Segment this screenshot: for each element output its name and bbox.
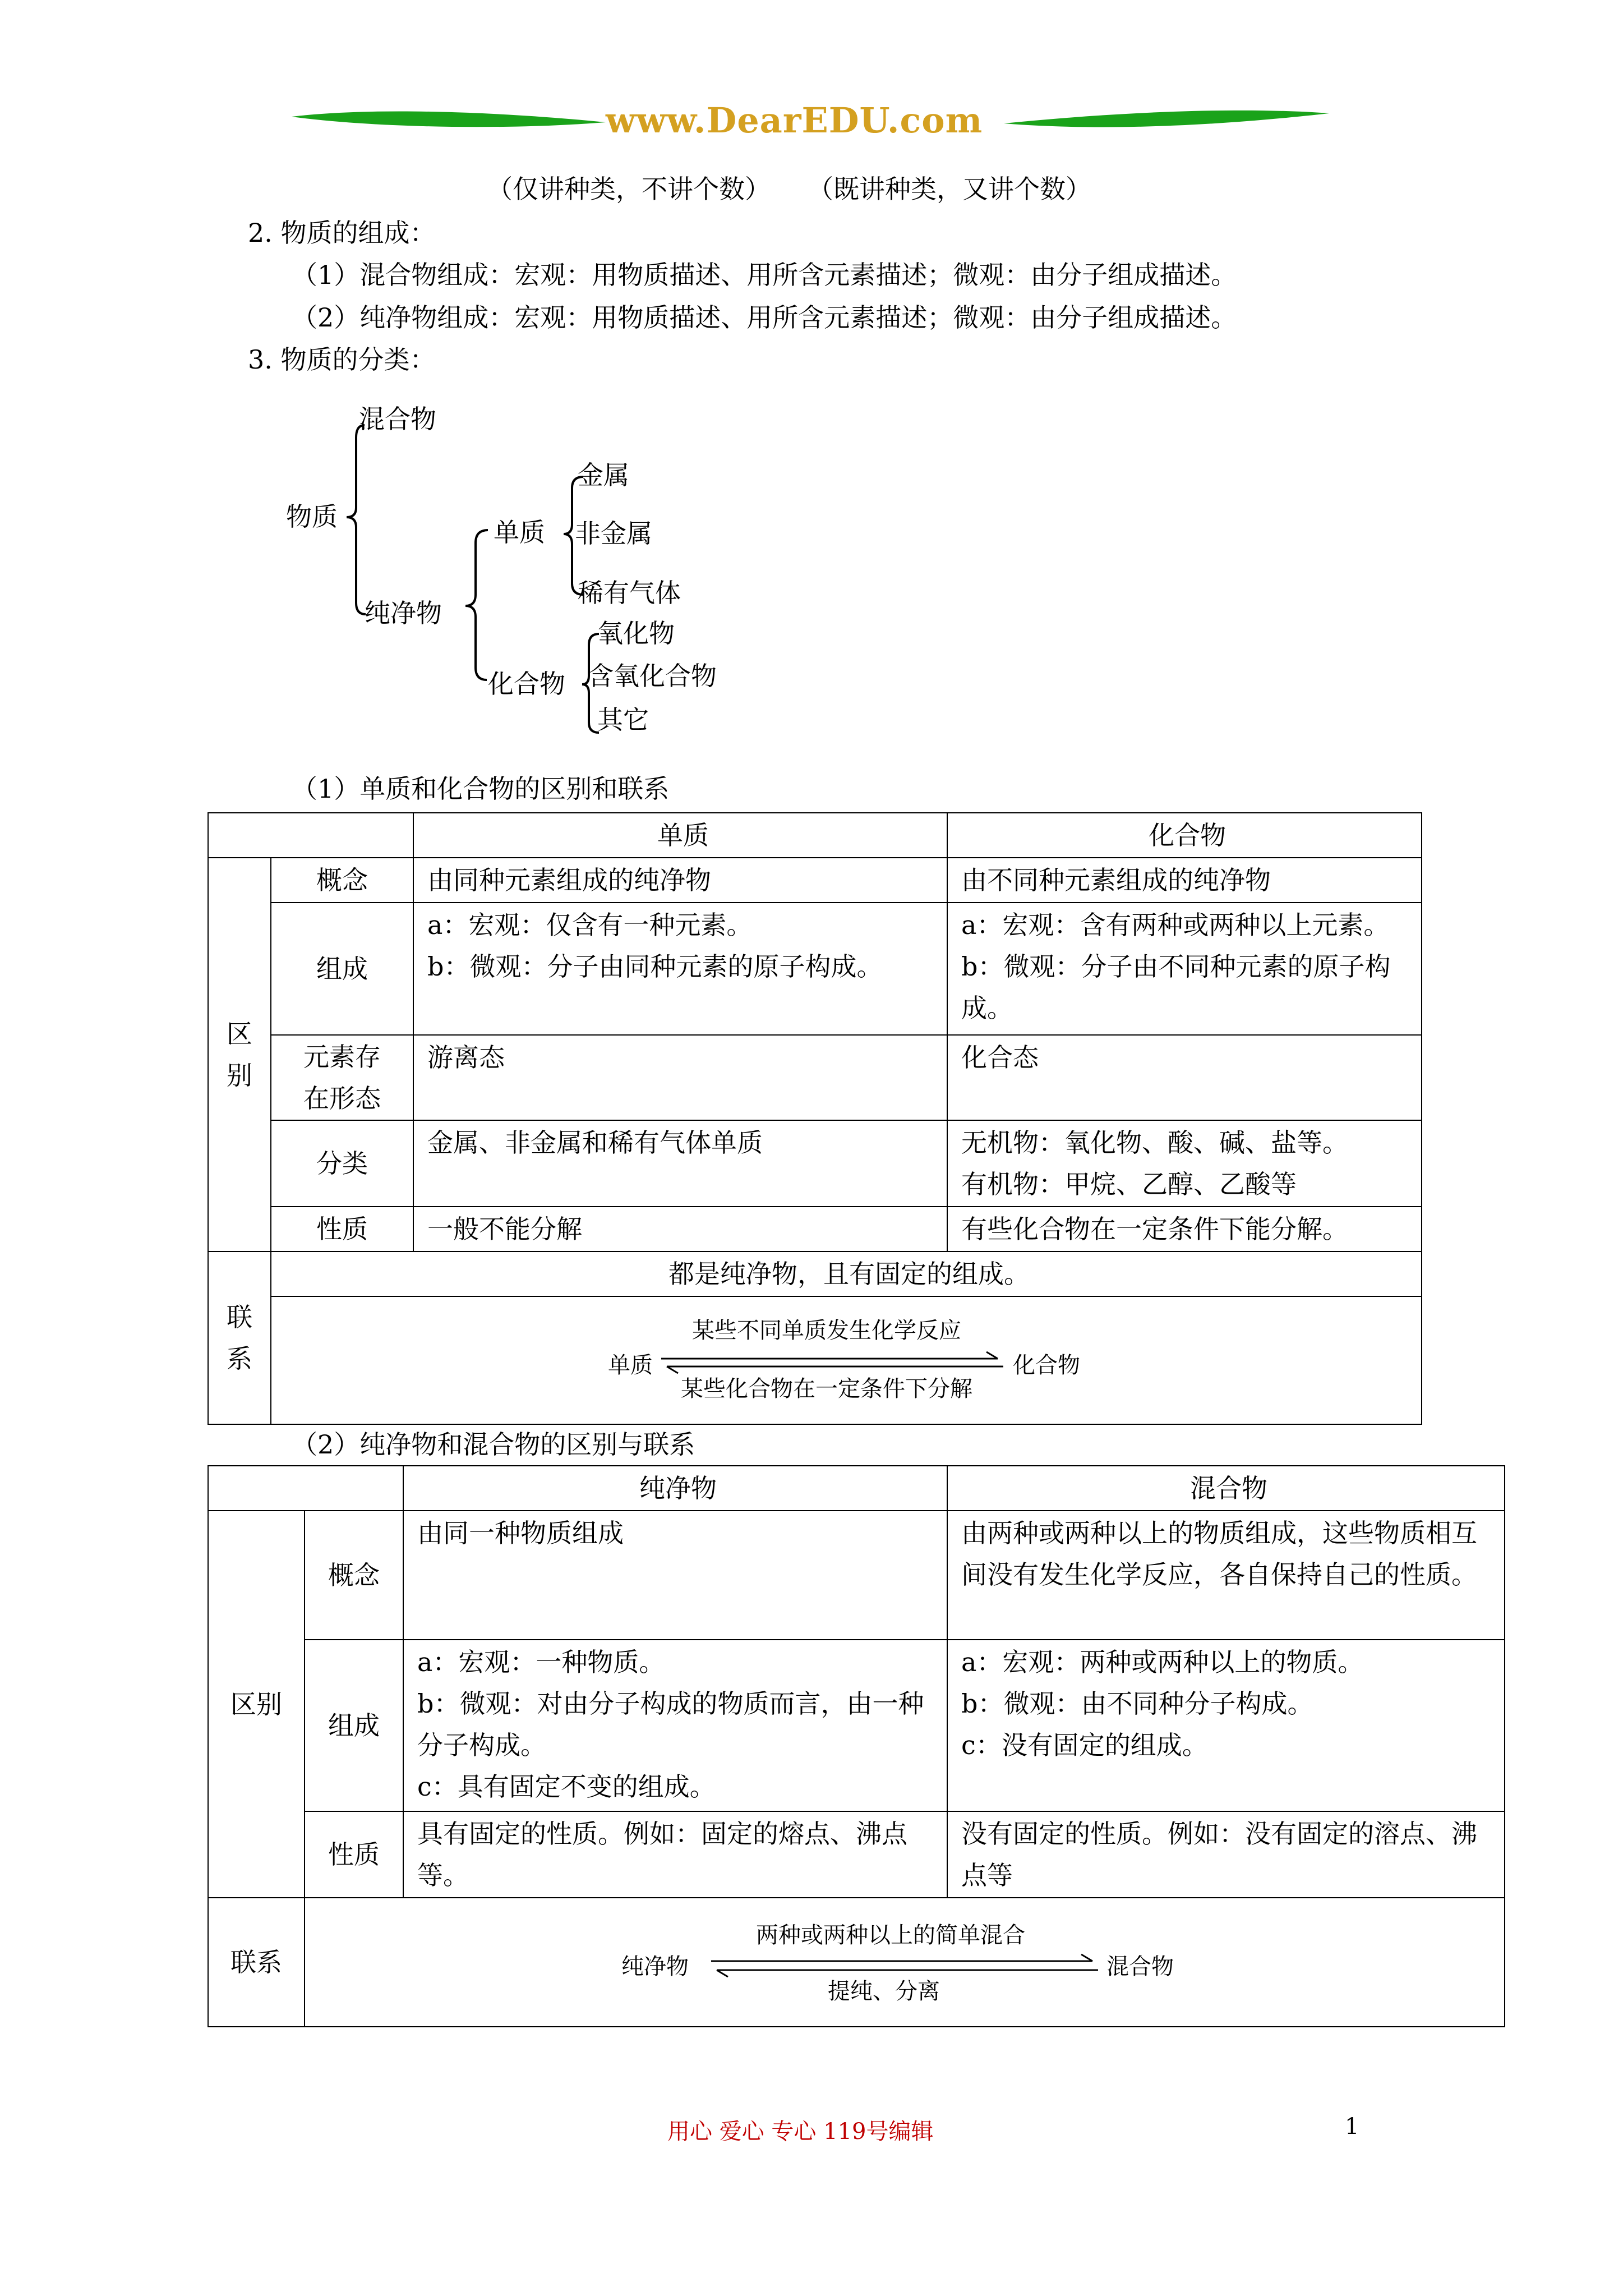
table1-cell: 金属、非金属和稀有气体单质 [413, 1120, 947, 1207]
table1-row-label: 元素存在形态 [271, 1035, 413, 1120]
tree-nonmetal: 非金属 [575, 518, 652, 549]
diagram2-double-arrow [711, 1952, 1104, 1980]
table1-row-label: 概念 [271, 858, 413, 903]
table2-header-pure: 纯净物 [403, 1466, 947, 1511]
tree-oxy-compound: 含氧化合物 [588, 661, 717, 691]
cell-line: c：具有固定不变的组成。 [417, 1772, 716, 1802]
tree-element: 单质 [494, 517, 545, 547]
table1-cell: 一般不能分解 [413, 1207, 947, 1251]
table1-row-label: 组成 [271, 903, 413, 1035]
diagram2-left: 纯净物 [621, 1954, 689, 1980]
table1-cell: 有些化合物在一定条件下能分解。 [947, 1207, 1422, 1251]
diagram1-double-arrow [661, 1349, 1009, 1377]
table2-caption: （2）纯净物和混合物的区别与联系 [292, 1429, 695, 1460]
table2-link-diagram-cell [305, 1898, 1505, 2027]
cell-line: b：微观：分子由同种元素的原子构成。 [427, 951, 883, 982]
table1-cell [413, 903, 947, 1035]
diagram2-bottom: 提纯、分离 [828, 1978, 940, 2004]
table1-row-label: 分类 [271, 1120, 413, 1207]
tree-noble-gas: 稀有气体 [578, 578, 681, 608]
table1-caption: （1）单质和化合物的区别和联系 [292, 774, 670, 804]
subtitle-right: （既讲种类，又讲个数） [808, 174, 1091, 204]
table2-row-label: 性质 [305, 1811, 403, 1898]
tree-pure: 纯净物 [365, 598, 442, 628]
cell-line: 有机物：甲烷、乙醇、乙酸等 [961, 1169, 1297, 1199]
table1-cell: 由同种元素组成的纯净物 [413, 858, 947, 903]
diagram1-left: 单质 [608, 1352, 653, 1378]
subtitle-left: （仅讲种类，不讲个数） [487, 174, 771, 204]
table2-cell: 没有固定的性质。例如：没有固定的溶点、沸点等 [947, 1811, 1505, 1898]
tree-mixture: 混合物 [359, 404, 436, 434]
table2-cell: 具有固定的性质。例如：固定的熔点、沸点等。 [403, 1811, 947, 1898]
table2-link-label: 联系 [208, 1898, 305, 2027]
table1-header-compound: 化合物 [947, 813, 1422, 858]
diagram1-top: 某些不同单质发生化学反应 [692, 1318, 961, 1343]
table1-reaction-diagram [608, 1314, 1113, 1409]
section2-item2: （2）纯净物组成：宏观：用物质描述、用所含元素描述；微观：由分子组成描述。 [292, 302, 1237, 333]
tree-oxide: 氧化物 [597, 618, 675, 648]
table2-row-label: 组成 [305, 1640, 403, 1811]
cell-line: c：没有固定的组成。 [961, 1730, 1208, 1760]
table2 [208, 1465, 1505, 2027]
table1-cell [947, 903, 1422, 1035]
footer-text: 用心 爱心 专心 119号编辑 [667, 2119, 934, 2145]
classification-tree [280, 393, 785, 752]
logo-text: www.DearEDU.com [606, 100, 983, 141]
cell-line: a：宏观：含有两种或两种以上元素。 [961, 910, 1390, 940]
table1-cell: 化合态 [947, 1035, 1422, 1120]
section2-item1: （1）混合物组成：宏观：用物质描述、用所含元素描述；微观：由分子组成描述。 [292, 260, 1237, 290]
table2-mixing-diagram [621, 1921, 1182, 2010]
table2-corner [208, 1466, 403, 1511]
tree-compound: 化合物 [488, 669, 565, 699]
cell-line: a：宏观：一种物质。 [417, 1647, 665, 1677]
logo-swoosh-right [1004, 101, 1329, 140]
table1-link-label: 联系 [208, 1251, 271, 1424]
table2-cell: 由两种或两种以上的物质组成，这些物质相互间没有发生化学反应，各自保持自己的性质。 [947, 1511, 1505, 1640]
diagram2-top: 两种或两种以上的简单混合 [756, 1922, 1025, 1948]
cell-line: a：宏观：两种或两种以上的物质。 [961, 1647, 1364, 1677]
table1 [208, 812, 1422, 1425]
logo-swoosh-left [292, 101, 606, 140]
tree-metal: 金属 [578, 460, 629, 490]
cell-line: 无机物：氧化物、酸、碱、盐等。 [961, 1128, 1348, 1158]
tree-other: 其它 [597, 705, 649, 735]
table2-diff-label: 区别 [208, 1511, 305, 1898]
table1-link-diagram-cell [271, 1296, 1422, 1424]
cell-line: b：微观：由不同种分子构成。 [961, 1688, 1313, 1719]
table1-link-text: 都是纯净物，且有固定的组成。 [271, 1251, 1422, 1296]
diagram1-bottom: 某些化合物在一定条件下分解 [681, 1376, 972, 1402]
table2-row-label: 概念 [305, 1511, 403, 1640]
table1-cell: 由不同种元素组成的纯净物 [947, 858, 1422, 903]
cell-line: b：微观：分子由不同种元素的原子构成。 [961, 951, 1391, 1023]
tree-root: 物质 [286, 501, 338, 532]
table2-cell [403, 1640, 947, 1811]
table1-header-element: 单质 [413, 813, 947, 858]
cell-line: a：宏观：仅含有一种元素。 [427, 910, 753, 940]
table2-cell [947, 1640, 1505, 1811]
table1-cell: 游离态 [413, 1035, 947, 1120]
table1-row-label: 性质 [271, 1207, 413, 1251]
table2-header-mixture: 混合物 [947, 1466, 1505, 1511]
section3-title: 3. 物质的分类： [248, 344, 436, 375]
table1-corner [208, 813, 413, 858]
cell-line: b：微观：对由分子构成的物质而言，由一种分子构成。 [417, 1688, 924, 1760]
page-number: 1 [1345, 2114, 1359, 2139]
diagram1-right: 化合物 [1013, 1352, 1080, 1378]
table1-diff-label: 区别 [208, 858, 271, 1251]
section2-title: 2. 物质的组成： [248, 218, 436, 248]
table1-cell [947, 1120, 1422, 1207]
diagram2-right: 混合物 [1106, 1954, 1174, 1980]
table2-cell: 由同一种物质组成 [403, 1511, 947, 1640]
header-logo [292, 95, 1329, 157]
